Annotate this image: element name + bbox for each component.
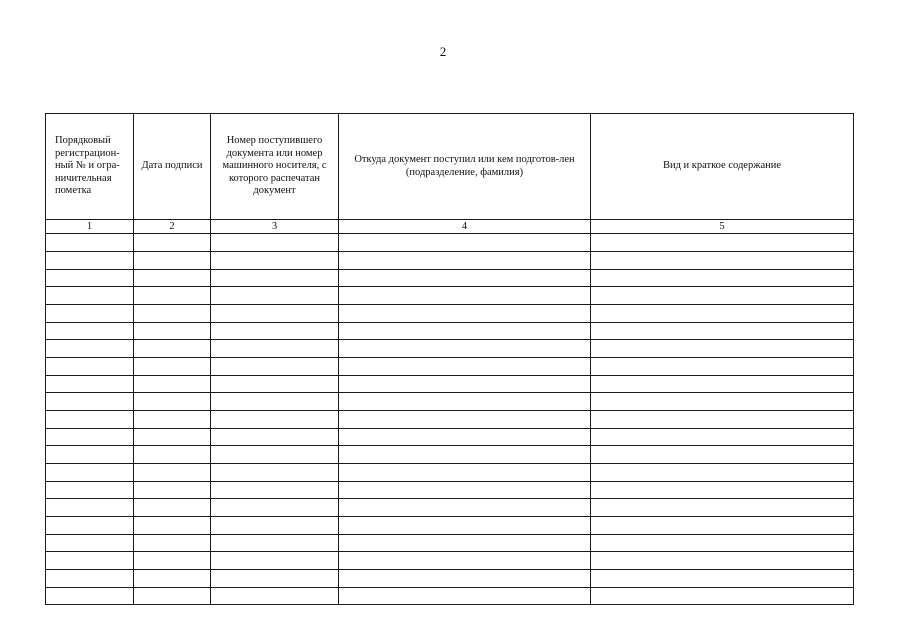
- table-cell[interactable]: [46, 446, 134, 464]
- table-cell[interactable]: [339, 535, 591, 552]
- table-cell[interactable]: [211, 287, 339, 305]
- table-cell[interactable]: [339, 252, 591, 270]
- table-cell[interactable]: [211, 499, 339, 517]
- table-cell[interactable]: [134, 499, 211, 517]
- table-row: [46, 588, 854, 605]
- table-cell[interactable]: [211, 482, 339, 499]
- table-cell[interactable]: [339, 499, 591, 517]
- table-row: [46, 499, 854, 517]
- table-cell[interactable]: [339, 411, 591, 429]
- table-cell[interactable]: [46, 323, 134, 340]
- table-cell[interactable]: [591, 570, 854, 588]
- table-cell[interactable]: [591, 270, 854, 287]
- table-row: [46, 517, 854, 535]
- table-cell[interactable]: [134, 234, 211, 252]
- table-cell[interactable]: [339, 552, 591, 570]
- table-cell[interactable]: [339, 588, 591, 605]
- table-cell[interactable]: [46, 340, 134, 358]
- table-cell[interactable]: [211, 588, 339, 605]
- table-cell[interactable]: [211, 464, 339, 482]
- table-row: [46, 570, 854, 588]
- table-cell[interactable]: [591, 234, 854, 252]
- table-cell[interactable]: [46, 411, 134, 429]
- table-row: [46, 552, 854, 570]
- column-number: 2: [134, 220, 211, 234]
- column-number: 3: [211, 220, 339, 234]
- table-row: [46, 535, 854, 552]
- table-cell[interactable]: [339, 482, 591, 499]
- table-cell[interactable]: [211, 323, 339, 340]
- table-cell[interactable]: [134, 552, 211, 570]
- table-cell[interactable]: [134, 252, 211, 270]
- table-row: [46, 270, 854, 287]
- table-cell[interactable]: [46, 499, 134, 517]
- table-cell[interactable]: [46, 482, 134, 499]
- column-numbers-row: [46, 220, 854, 234]
- table-cell[interactable]: [134, 570, 211, 588]
- table-cell[interactable]: [339, 393, 591, 411]
- table-cell[interactable]: [46, 305, 134, 323]
- register-table: [45, 113, 854, 605]
- table-cell[interactable]: [46, 588, 134, 605]
- table-cell[interactable]: [339, 270, 591, 287]
- table-row: [46, 429, 854, 446]
- table-cell[interactable]: [134, 429, 211, 446]
- table-row: [46, 323, 854, 340]
- table-cell[interactable]: [134, 446, 211, 464]
- table-cell[interactable]: [46, 464, 134, 482]
- table-cell[interactable]: [591, 464, 854, 482]
- table-cell[interactable]: [134, 358, 211, 376]
- table-cell[interactable]: [46, 234, 134, 252]
- table-cell[interactable]: [339, 446, 591, 464]
- table-cell[interactable]: [46, 287, 134, 305]
- table-row: [46, 287, 854, 305]
- table-cell[interactable]: [591, 429, 854, 446]
- table-cell[interactable]: [591, 482, 854, 499]
- header-cell-type-and-summary: Вид и краткое содержание: [591, 114, 854, 220]
- table-row: [46, 340, 854, 358]
- table-cell[interactable]: [134, 340, 211, 358]
- table-cell[interactable]: [211, 376, 339, 393]
- table-cell[interactable]: [134, 393, 211, 411]
- table-cell[interactable]: [211, 305, 339, 323]
- table-cell[interactable]: [211, 552, 339, 570]
- table-cell[interactable]: [339, 234, 591, 252]
- table-cell[interactable]: [591, 340, 854, 358]
- table-cell[interactable]: [46, 429, 134, 446]
- table-cell[interactable]: [134, 482, 211, 499]
- table-row: [46, 305, 854, 323]
- table-cell[interactable]: [591, 588, 854, 605]
- header-cell-incoming-document-number: Номер поступившего документа или номер машинного носителя, с которого распечатан документ: [211, 114, 339, 220]
- table-row: [46, 234, 854, 252]
- table-cell[interactable]: [211, 340, 339, 358]
- table-cell[interactable]: [134, 287, 211, 305]
- table-row: [46, 482, 854, 499]
- table-cell[interactable]: [46, 358, 134, 376]
- table-cell[interactable]: [211, 570, 339, 588]
- table-cell[interactable]: [591, 358, 854, 376]
- table-cell[interactable]: [134, 323, 211, 340]
- table-row: [46, 446, 854, 464]
- table-cell[interactable]: [339, 287, 591, 305]
- table-cell[interactable]: [134, 270, 211, 287]
- table-cell[interactable]: [46, 393, 134, 411]
- table-cell[interactable]: [339, 340, 591, 358]
- table-cell[interactable]: [46, 270, 134, 287]
- table-cell[interactable]: [339, 376, 591, 393]
- table-cell[interactable]: [591, 446, 854, 464]
- table-cell[interactable]: [211, 535, 339, 552]
- table-cell[interactable]: [211, 252, 339, 270]
- table-cell[interactable]: [339, 570, 591, 588]
- table-cell[interactable]: [46, 517, 134, 535]
- table-cell[interactable]: [591, 305, 854, 323]
- table-cell[interactable]: [591, 552, 854, 570]
- table-cell[interactable]: [591, 393, 854, 411]
- table-cell[interactable]: [134, 464, 211, 482]
- table-cell[interactable]: [46, 552, 134, 570]
- table-cell[interactable]: [339, 305, 591, 323]
- table-cell[interactable]: [211, 393, 339, 411]
- table-cell[interactable]: [591, 499, 854, 517]
- table-cell[interactable]: [591, 287, 854, 305]
- table-cell[interactable]: [46, 252, 134, 270]
- table-cell[interactable]: [211, 270, 339, 287]
- register-body: [46, 234, 854, 605]
- table-row: [46, 393, 854, 411]
- header-cell-signature-date: Дата подписи: [134, 114, 211, 220]
- column-number: 4: [339, 220, 591, 234]
- column-number: 5: [591, 220, 854, 234]
- table-cell[interactable]: [211, 234, 339, 252]
- table-row: [46, 358, 854, 376]
- header-cell-registration-number: Порядковый регистрацион-ный № и огра-ничительная пометка: [46, 114, 134, 220]
- table-cell[interactable]: [211, 358, 339, 376]
- header-cell-document-origin: Откуда документ поступил или кем подготов-лен (подразделение, фамилия): [339, 114, 591, 220]
- table-cell[interactable]: [339, 323, 591, 340]
- page-number: 2: [439, 44, 447, 59]
- table-cell[interactable]: [591, 376, 854, 393]
- table-cell[interactable]: [591, 535, 854, 552]
- table-cell[interactable]: [339, 358, 591, 376]
- table-cell[interactable]: [591, 517, 854, 535]
- table-cell[interactable]: [591, 323, 854, 340]
- table-cell[interactable]: [211, 446, 339, 464]
- table-row: [46, 411, 854, 429]
- table-row: [46, 464, 854, 482]
- table-cell[interactable]: [134, 535, 211, 552]
- table-cell[interactable]: [134, 517, 211, 535]
- table-cell[interactable]: [46, 535, 134, 552]
- table-row: [46, 376, 854, 393]
- table-cell[interactable]: [134, 305, 211, 323]
- table-cell[interactable]: [339, 429, 591, 446]
- table-cell[interactable]: [339, 464, 591, 482]
- table-cell[interactable]: [211, 429, 339, 446]
- header-row: [46, 114, 854, 220]
- table-cell[interactable]: [134, 588, 211, 605]
- table-cell[interactable]: [591, 411, 854, 429]
- table-cell[interactable]: [339, 517, 591, 535]
- table-cell[interactable]: [211, 517, 339, 535]
- table-cell[interactable]: [134, 376, 211, 393]
- table-cell[interactable]: [134, 411, 211, 429]
- table-cell[interactable]: [591, 252, 854, 270]
- table-cell[interactable]: [211, 411, 339, 429]
- table-cell[interactable]: [46, 570, 134, 588]
- column-number: 1: [46, 220, 134, 234]
- table-cell[interactable]: [46, 376, 134, 393]
- table-row: [46, 252, 854, 270]
